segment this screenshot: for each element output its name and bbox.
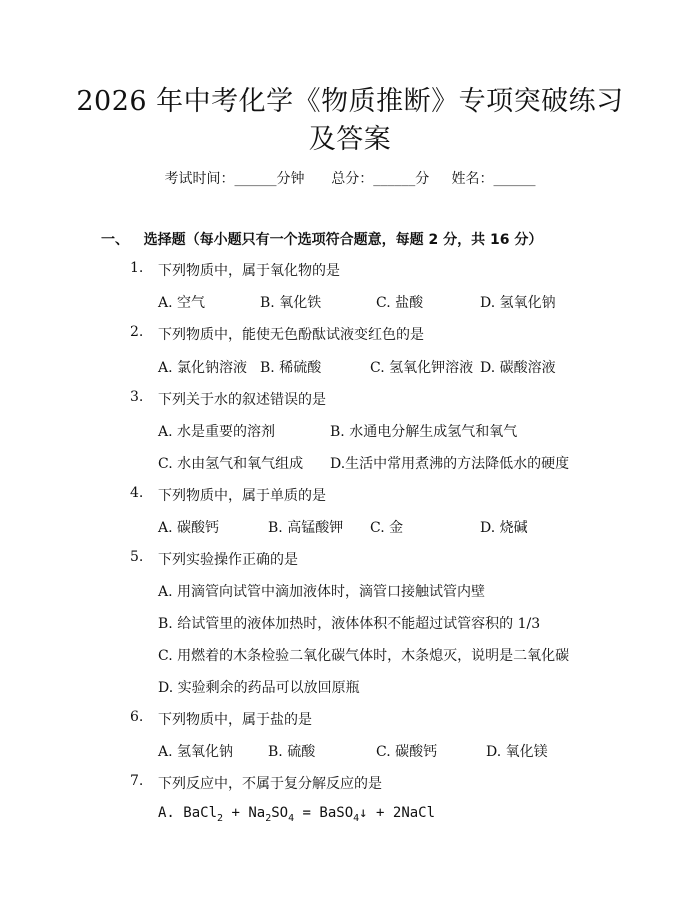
question-text: 下列物质中，能使无色酚酞试液变红色的是: [158, 327, 424, 343]
option: D. 氧化镁: [486, 744, 548, 760]
question-text: 下列物质中，属于氧化物的是: [158, 263, 340, 279]
score-blank: ______: [373, 171, 416, 187]
section-heading: [101, 229, 542, 249]
option: D. 烧碱: [480, 520, 528, 536]
question-number: 4.: [130, 485, 144, 501]
time-blank: ______: [234, 171, 277, 187]
formula-subscript: 2: [265, 812, 272, 824]
formula-part: ↓ + 2NaCl: [359, 805, 436, 821]
option: A. 氯化钠溶液: [158, 360, 248, 376]
option: C. 氢氧化钾溶液: [370, 360, 474, 376]
option: B. 稀硫酸: [260, 360, 322, 376]
name-label: 姓名：: [451, 171, 494, 187]
option: A. 碳酸钙: [158, 520, 220, 536]
option: C. 盐酸: [376, 295, 424, 311]
question-number: 3.: [130, 389, 144, 405]
formula-part: A. BaCl: [158, 805, 218, 821]
formula-option-a: [158, 805, 435, 824]
option: D. 氢氧化钠: [480, 295, 556, 311]
page-title-line2: 及答案: [308, 124, 392, 155]
question-text: 下列实验操作正确的是: [158, 552, 298, 568]
formula-part: SO: [271, 805, 289, 821]
section-title: 选择题（每小题只有一个选项符合题意，每题 2 分，共 16 分）: [143, 232, 543, 248]
option: C. 水由氢气和氧气组成: [158, 456, 304, 472]
question-text: 下列物质中，属于盐的是: [158, 712, 312, 728]
question-number: 1.: [130, 260, 144, 276]
option: B. 水通电分解生成氢气和氧气: [330, 424, 518, 440]
exam-meta: [0, 168, 700, 188]
option: B. 给试管里的液体加热时，液体体积不能超过试管容积的 1/3: [158, 616, 541, 632]
option: C. 碳酸钙: [376, 744, 438, 760]
option: C. 金: [370, 520, 404, 536]
formula-part: + Na: [223, 805, 266, 821]
section-number: 一、: [101, 232, 129, 248]
option: B. 高锰酸钾: [268, 520, 344, 536]
question-text: 下列关于水的叙述错误的是: [158, 392, 326, 408]
option: A. 水是重要的溶剂: [158, 424, 276, 440]
formula-subscript: 4: [353, 812, 360, 824]
formula-part: = BaSO: [294, 805, 354, 821]
formula-subscript: 2: [217, 812, 224, 824]
question-text: 下列物质中，属于单质的是: [158, 488, 326, 504]
question-number: 6.: [130, 709, 144, 725]
option: A. 空气: [158, 295, 206, 311]
question-text: 下列反应中，不属于复分解反应的是: [158, 776, 382, 792]
option: A. 用滴管向试管中滴加液体时，滴管口接触试管内壁: [158, 584, 486, 600]
question-number: 5.: [130, 549, 144, 565]
option: A. 氢氧化钠: [158, 744, 234, 760]
time-label: 考试时间：: [164, 171, 235, 187]
time-unit: 分钟: [276, 171, 305, 187]
option: D. 碳酸溶液: [480, 360, 556, 376]
question-number: 2.: [130, 324, 144, 340]
name-blank: ______: [493, 171, 536, 187]
score-label: 总分：: [331, 171, 374, 187]
score-unit: 分: [415, 171, 430, 187]
option: D.生活中常用煮沸的方法降低水的硬度: [330, 456, 570, 472]
option: D. 实验剩余的药品可以放回原瓶: [158, 680, 360, 696]
option: B. 硫酸: [268, 744, 316, 760]
option: C. 用燃着的木条检验二氧化碳气体时，木条熄灭，说明是二氧化碳: [158, 648, 570, 664]
page-title: 2026 年中考化学《物质推断》专项突破练习: [76, 86, 624, 117]
question-number: 7.: [130, 773, 144, 789]
formula-subscript: 4: [288, 812, 295, 824]
option: B. 氧化铁: [260, 295, 322, 311]
